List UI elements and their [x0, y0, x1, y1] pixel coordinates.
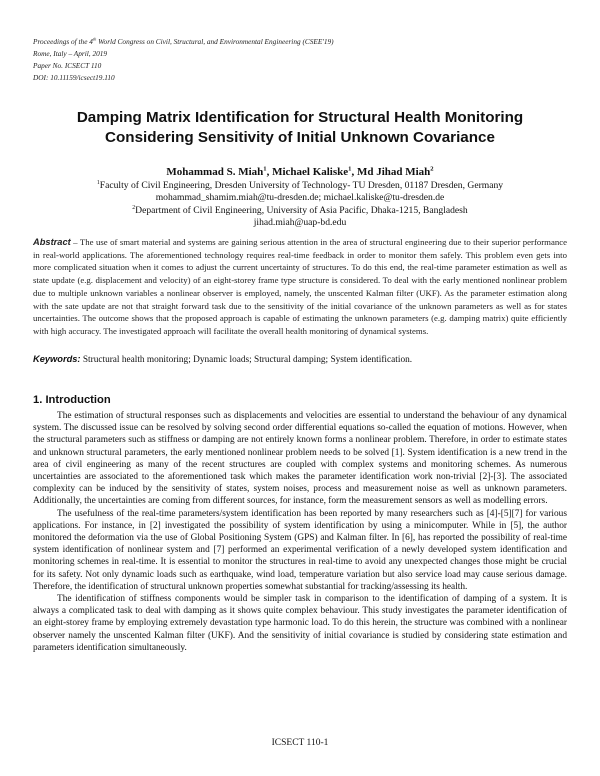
- author: [272, 166, 357, 178]
- keywords-label: Keywords:: [33, 354, 81, 364]
- aff-text: Faculty of Civil Engineering, Dresden University of Technology- TU Dresden, 01187 Dresden, Germany: [99, 180, 504, 191]
- aff-sup: 1: [96, 179, 100, 186]
- author: [357, 166, 434, 178]
- paper-title: [0, 108, 600, 148]
- paper-number: Paper No. ICSECT 110: [33, 61, 102, 70]
- author-name: Md Jihad Miah: [356, 166, 431, 178]
- abstract-text: The use of smart material and systems are gaining serious attention in the area of structural engineering due to their superior performance in real-world applications. The aforementioned technology requires real-time feedback in order to monitor them safely. This problem even gets into more complicated situation when it comes to adjust the current uncertainty of structures. To do this end, the real-time parameter estimation as well as state update (e.g. displacement and velocity) of an eight-storey frame type structure is considered. To deal with the early mentioned nonlinear problem due to multiple unknown variables a nonlinear observer is employed, namely, the unscented Kalman filter (UKF). As the parameter estimation along with the sate update are not that straight forward task due to the sensitivity of the initial covariance of the unknown parameters as well as for states uncertainties. The outcome shows that the proposed approach is capable of estimating the unknown parameters (e.g. damping matrix) quite efficiently with high accuracy. The investigated approach will facilitate the overall health monitoring of dynamical systems.: [33, 237, 568, 336]
- proceedings-sup: th: [92, 36, 97, 42]
- author: [166, 166, 272, 178]
- abstract: [33, 236, 567, 338]
- author-name: Mohammad S. Miah: [166, 166, 264, 178]
- author-sup: 1: [263, 165, 267, 173]
- author-sup: 2: [430, 165, 434, 173]
- paragraph: The identification of stiffness components would be simpler task in comparison to the identification of damping of a system. It is always a complicated task to deal with damping as it shows quite complex behaviour. This study investigates the parameter identification of an eight-storey frame by employing extremely devastation type harmonic load. To do this herein, the structure was combined with a nonlinear observer namely the unscented Kalman filter (UKF). And the sensitivity of initial covariance is studied by considering state estimation and parameters identification simultaneously.: [33, 594, 567, 653]
- keywords: [33, 354, 567, 365]
- page-footer: ICSECT 110-1: [271, 738, 329, 748]
- section-heading: 1. Introduction: [33, 394, 111, 406]
- affiliation-1-email: mohammad_shamim.miah@tu-dresden.de; michael.kaliske@tu-dresden.de: [155, 192, 445, 204]
- author-list: [0, 166, 600, 178]
- separator: ,: [351, 166, 357, 178]
- affiliations: [0, 180, 600, 230]
- separator: ,: [266, 166, 273, 178]
- proceedings-header: [33, 36, 334, 84]
- title-line-2: Considering Sensitivity of Initial Unknown Covariance: [105, 129, 495, 146]
- keywords-text: Structural health monitoring; Dynamic loads; Structural damping; System identification.: [80, 355, 413, 365]
- abstract-dash: –: [70, 237, 80, 247]
- proceedings-text: Proceedings of the 4: [33, 37, 93, 46]
- author-sup: 1: [348, 165, 352, 173]
- aff-text: Department of Civil Engineering, University of Asia Pacific, Dhaka-1215, Bangladesh: [135, 204, 468, 216]
- proceedings-text-end: World Congress on Civil, Structural, and Environmental Engineering (CSEE'19): [96, 37, 334, 46]
- aff-sup: 2: [132, 204, 136, 211]
- section-body: [33, 410, 567, 654]
- paragraph: The estimation of structural responses such as displacements and velocities are essential to understand the behaviour of any dynamical system. The discussed issue can be resolved by solving second order differential equations so-called the equation of motions. However, when the structural parameters such as stiffness or damping are not entirely known forms a nonlinear problem. Therefore, in order to estimate states and unknown structural parameters, the early mentioned nonlinear problem needs to be solved [1]. System identification is a new trend in the area of civil engineering as many of the recent structures are coupled with complex systems and monitoring schemes. As numerous uncertainties are associated to the aforementioned task which makes the parameter identification work non-trivial [2]-[3]. The associated complexity can be induced by the sensitivity of states, system noises, process and measurement noise as well as unknown parameters. Additionally, the uncertainties are coming from different sources, for instance, form the measurement sensors as well as modelling errors.: [33, 411, 567, 507]
- affiliation-2-email: jihad.miah@uap-bd.edu: [253, 217, 347, 229]
- doi: DOI: 10.11159/icsect19.110: [33, 73, 115, 82]
- affiliation-2: [0, 205, 600, 217]
- paragraph: The usefulness of the real-time parameters/system identification has been reported by many researchers such as [4]-[5][7] for various applications. For instance, in [2] investigated the possibility of system identification by using a minicomputer. While in [5], the author monitored the deformation via the use of Global Positioning System (GPS) and Kalman filter. In [6], has reported the possibility of real-time system identification of nonlinear system and [7] performed an experimental verification of a newly developed system identification and monitoring schemes in real-time. It is essential to monitor the structures in real-time to avoid any unexpected changes those might be crucial for its safety. Not only dynamic loads such as earthquake, wind load, temperature variation but also service load may cause serious damage. Therefore, the identification of structural unknown properties somewhat substantial for tracking/assessing its health.: [33, 508, 567, 592]
- title-line-1: Damping Matrix Identification for Structural Health Monitoring: [76, 109, 524, 126]
- proceedings-line: [33, 36, 334, 48]
- abstract-label: Abstract: [33, 237, 71, 247]
- author-name: Michael Kaliske: [272, 166, 349, 178]
- affiliation-1: [0, 180, 600, 192]
- location-line: Rome, Italy – April, 2019: [33, 49, 108, 58]
